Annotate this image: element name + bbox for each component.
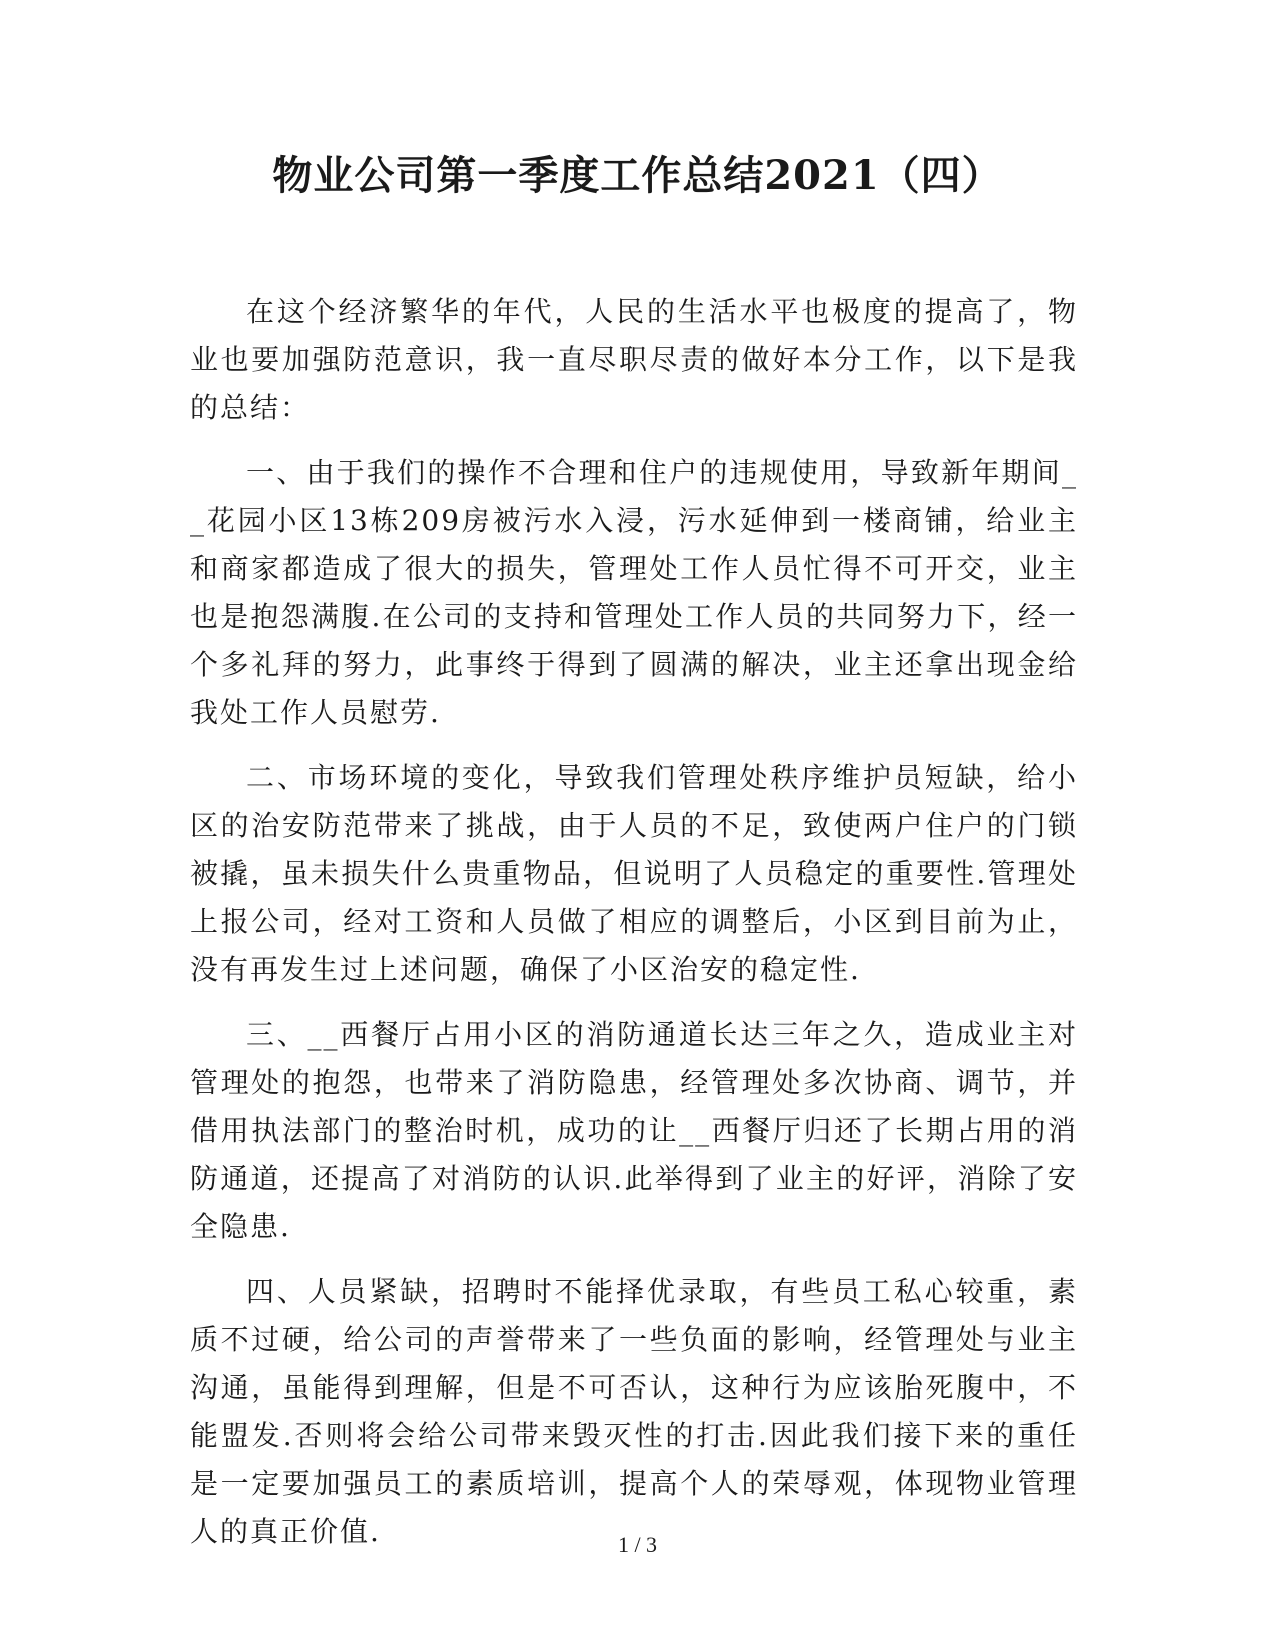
document-title: 物业公司第一季度工作总结2021（四） (272, 152, 1003, 199)
page-number: 1 / 3 (617, 1532, 658, 1557)
paragraph-intro: 在这个经济繁华的年代，人民的生活水平也极度的提高了，物业也要加强防范意识，我一直尽职尽责的做好本分工作，以下是我的总结： (190, 295, 1078, 424)
paragraph-item-3: 三、__西餐厅占用小区的消防通道长达三年之久，造成业主对管理处的抱怨，也带来了消防隐患，经管理处多次协商、调节，并借用执法部门的整治时机，成功的让__西餐厅归还了长期占用的消防通道，还提高了对消防的认识.此举得到了业主的好评，消除了安全隐患. (190, 1018, 1078, 1243)
document-body (190, 288, 1078, 1573)
paragraph-item-1: 一、由于我们的操作不合理和住户的违规使用，导致新年期间__花园小区13栋209房被污水入浸，污水延伸到一楼商铺，给业主和商家都造成了很大的损失，管理处工作人员忙得不可开交，业主也是抱怨满腹.在公司的支持和管理处工作人员的共同努力下，经一个多礼拜的努力，此事终于得到了圆满的解决，业主还拿出现金给我处工作人员慰劳. (190, 456, 1078, 729)
paragraph-item-2: 二、市场环境的变化，导致我们管理处秩序维护员短缺，给小区的治安防范带来了挑战，由于人员的不足，致使两户住户的门锁被撬，虽未损失什么贵重物品，但说明了人员稳定的重要性.管理处上报公司，经对工资和人员做了相应的调整后，小区到目前为止，没有再发生过上述问题，确保了小区治安的稳定性. (190, 761, 1078, 986)
paragraph-item-4: 四、人员紧缺，招聘时不能择优录取，有些员工私心较重，素质不过硬，给公司的声誉带来了一些负面的影响，经管理处与业主沟通，虽能得到理解，但是不可否认，这种行为应该胎死腹中，不能盟发.否则将会给公司带来毁灭性的打击.因此我们接下来的重任是一定要加强员工的素质培训，提高个人的荣辱观，体现物业管理人的真正价值. (190, 1275, 1078, 1548)
